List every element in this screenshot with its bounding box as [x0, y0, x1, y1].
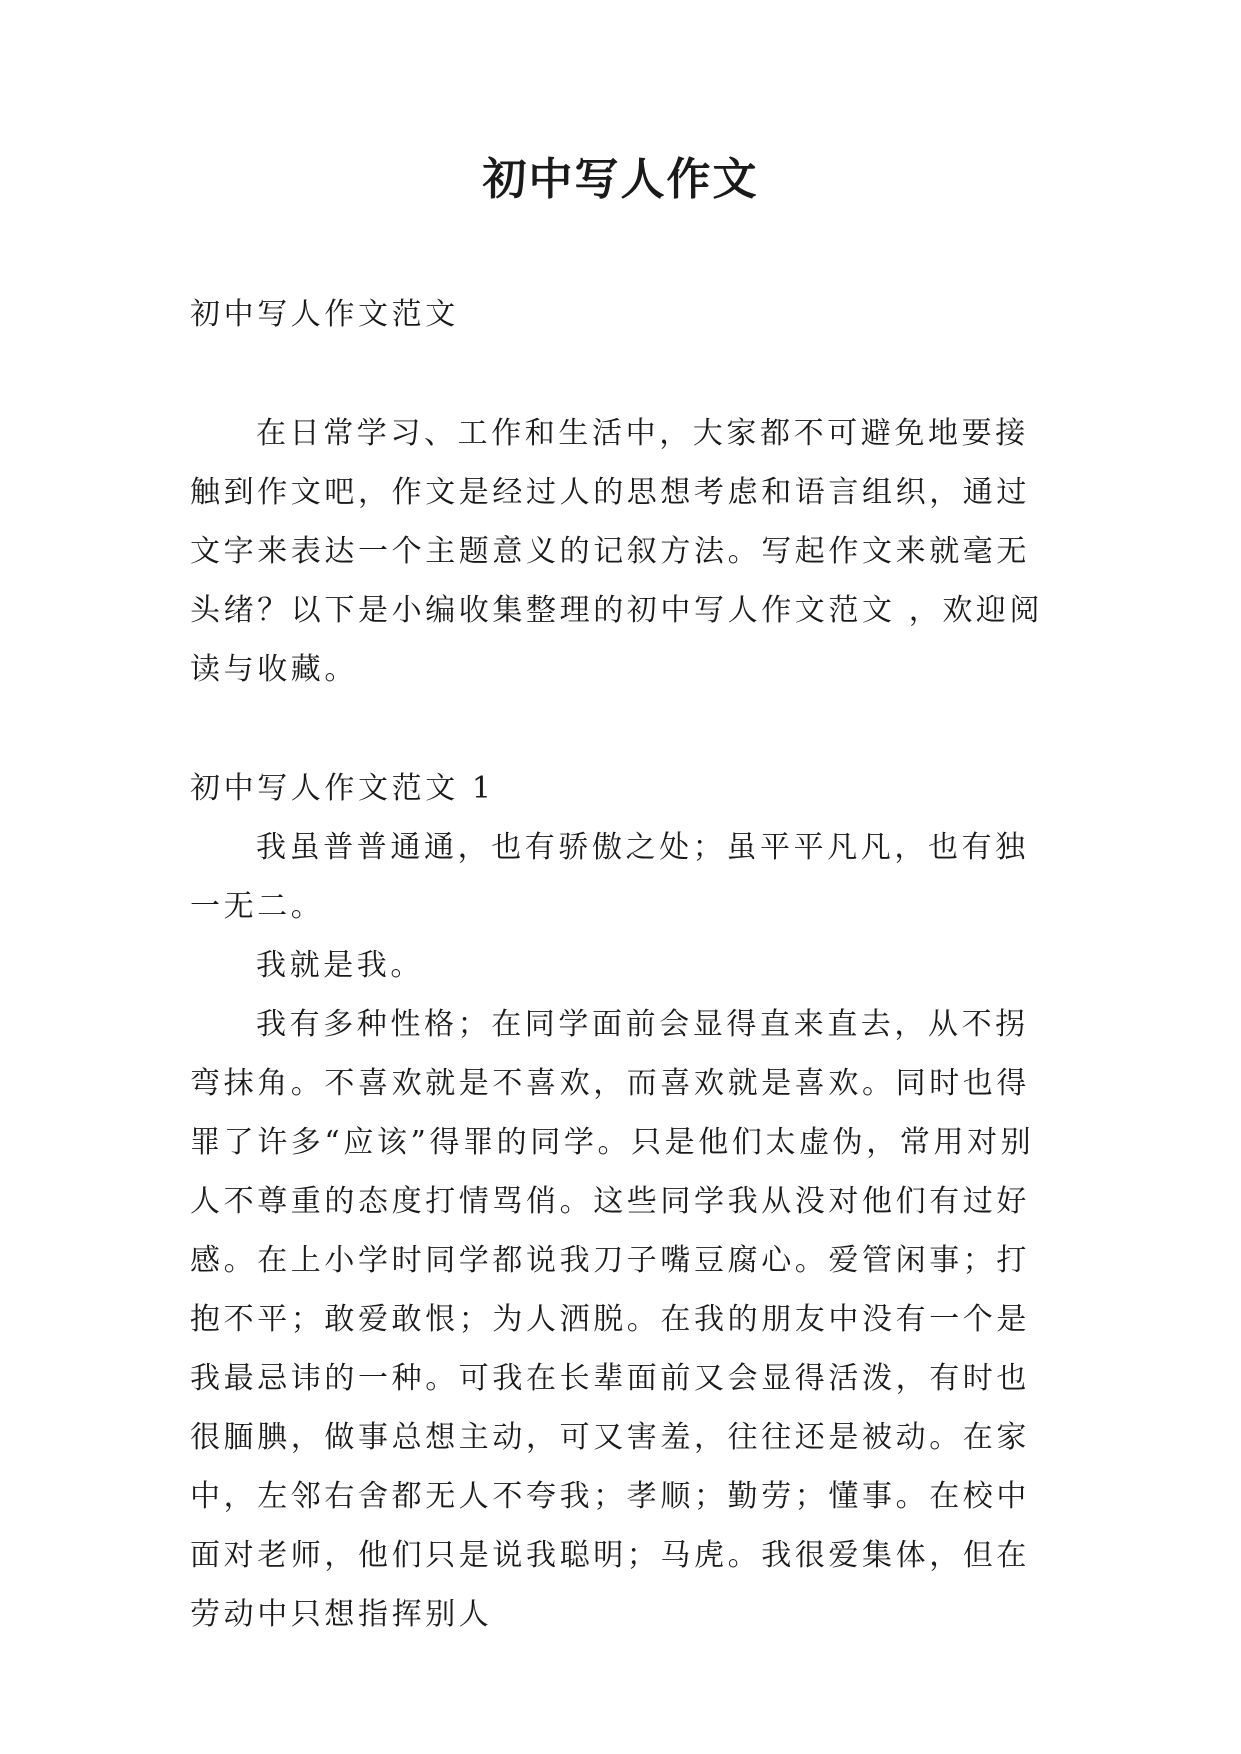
body-paragraph-2: 我就是我。 — [256, 948, 424, 983]
section-heading: 初中写人作文范文 1 — [190, 771, 495, 806]
body-paragraph-3: 我有多种性格；在同学面前会显得直来直去，从不拐弯抹角。不喜欢就是不喜欢，而喜欢就是喜欢。同时也得罪了许多“应该”得罪的同学。只是他们太虚伪，常用对别人不尊重的态度打情骂俏。这些同学我从没对他们有过好感。在上小学时同学都说我刀子嘴豆腐心。爱管闲事；打抱不平；敢爱敢恨；为人洒脱。在我的朋友中没有一个是我最忌讳的一种。可我在长辈面前又会显得活泼，有时也很腼腆，做事总想主动，可又害羞，往往还是被动。在家中，左邻右舍都无人不夸我；孝顺；勤劳；懂事。在校中面对老师，他们只是说我聪明；马虎。我很爱集体，但在劳动中只想指挥别人 — [190, 1007, 1035, 1632]
body-paragraph-1: 我虽普普通通，也有骄傲之处；虽平平凡凡，也有独一无二。 — [190, 830, 1029, 924]
spacer — [190, 344, 1050, 404]
document-subtitle: 初中写人作文范文 — [190, 297, 459, 332]
document-title: 初中写人作文 — [482, 154, 759, 205]
spacer — [190, 699, 1050, 759]
document-body — [190, 285, 1050, 1644]
intro-paragraph: 在日常学习、工作和生活中，大家都不可避免地要接触到作文吧，作文是经过人的思想考虑和语言组织，通过文字来表达一个主题意义的记叙方法。写起作文来就毫无头绪？以下是小编收集整理的初中写人作文范文 ，欢迎阅读与收藏。 — [190, 416, 1044, 687]
